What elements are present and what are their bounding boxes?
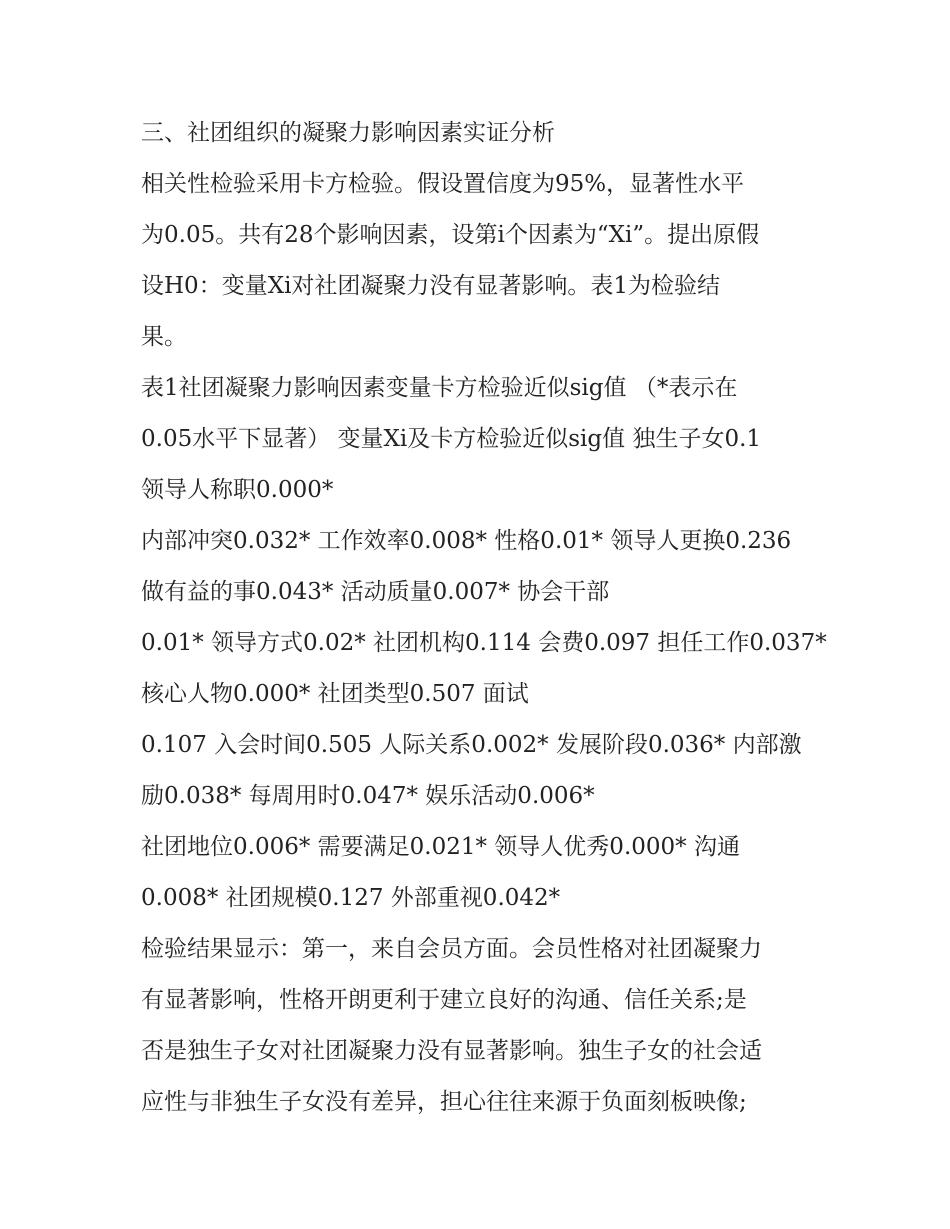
text-line: 设H0：变量Xi对社团凝聚力没有显著影响。表1为检验结 — [141, 273, 721, 299]
section-heading: 三、社团组织的凝聚力影响因素实证分析 — [141, 120, 555, 146]
table-content-line: 领导人称职0.000* — [141, 477, 334, 503]
text-line: 检验结果显示：第一，来自会员方面。会员性格对社团凝聚力 — [141, 936, 762, 962]
table-caption-line: 0.05水平下显著） 变量Xi及卡方检验近似sig值 独生子女0.1 — [141, 426, 762, 452]
table-content-line: 做有益的事0.043* 活动质量0.007* 协会干部 — [141, 579, 610, 605]
text-line: 应性与非独生子女没有差异，担心往往来源于负面刻板映像; — [141, 1089, 747, 1115]
table-content-line: 励0.038* 每周用时0.047* 娱乐活动0.006* — [141, 783, 595, 809]
table-content-line: 0.01* 领导方式0.02* 社团机构0.114 会费0.097 担任工作0.037* — [141, 630, 827, 656]
table-content-line: 内部冲突0.032* 工作效率0.008* 性格0.01* 领导人更换0.236 — [141, 528, 792, 554]
document-body — [141, 108, 827, 1128]
table-content-line: 0.107 入会时间0.505 人际关系0.002* 发展阶段0.036* 内部激 — [141, 732, 802, 758]
text-line: 为0.05。共有28个影响因素，设第i个因素为“Xi”。提出原假 — [141, 222, 760, 248]
text-line: 果。 — [141, 324, 187, 350]
table-content-line: 核心人物0.000* 社团类型0.507 面试 — [141, 681, 529, 707]
table-caption-line: 表1社团凝聚力影响因素变量卡方检验近似sig值 （*表示在 — [141, 375, 738, 401]
text-line: 否是独生子女对社团凝聚力没有显著影响。独生子女的社会适 — [141, 1038, 762, 1064]
table-content-line: 0.008* 社团规模0.127 外部重视0.042* — [141, 885, 561, 911]
text-line: 相关性检验采用卡方检验。假设置信度为95%，显著性水平 — [141, 171, 745, 197]
table-content-line: 社团地位0.006* 需要满足0.021* 领导人优秀0.000* 沟通 — [141, 834, 740, 860]
text-line: 有显著影响，性格开朗更利于建立良好的沟通、信任关系;是 — [141, 987, 747, 1013]
